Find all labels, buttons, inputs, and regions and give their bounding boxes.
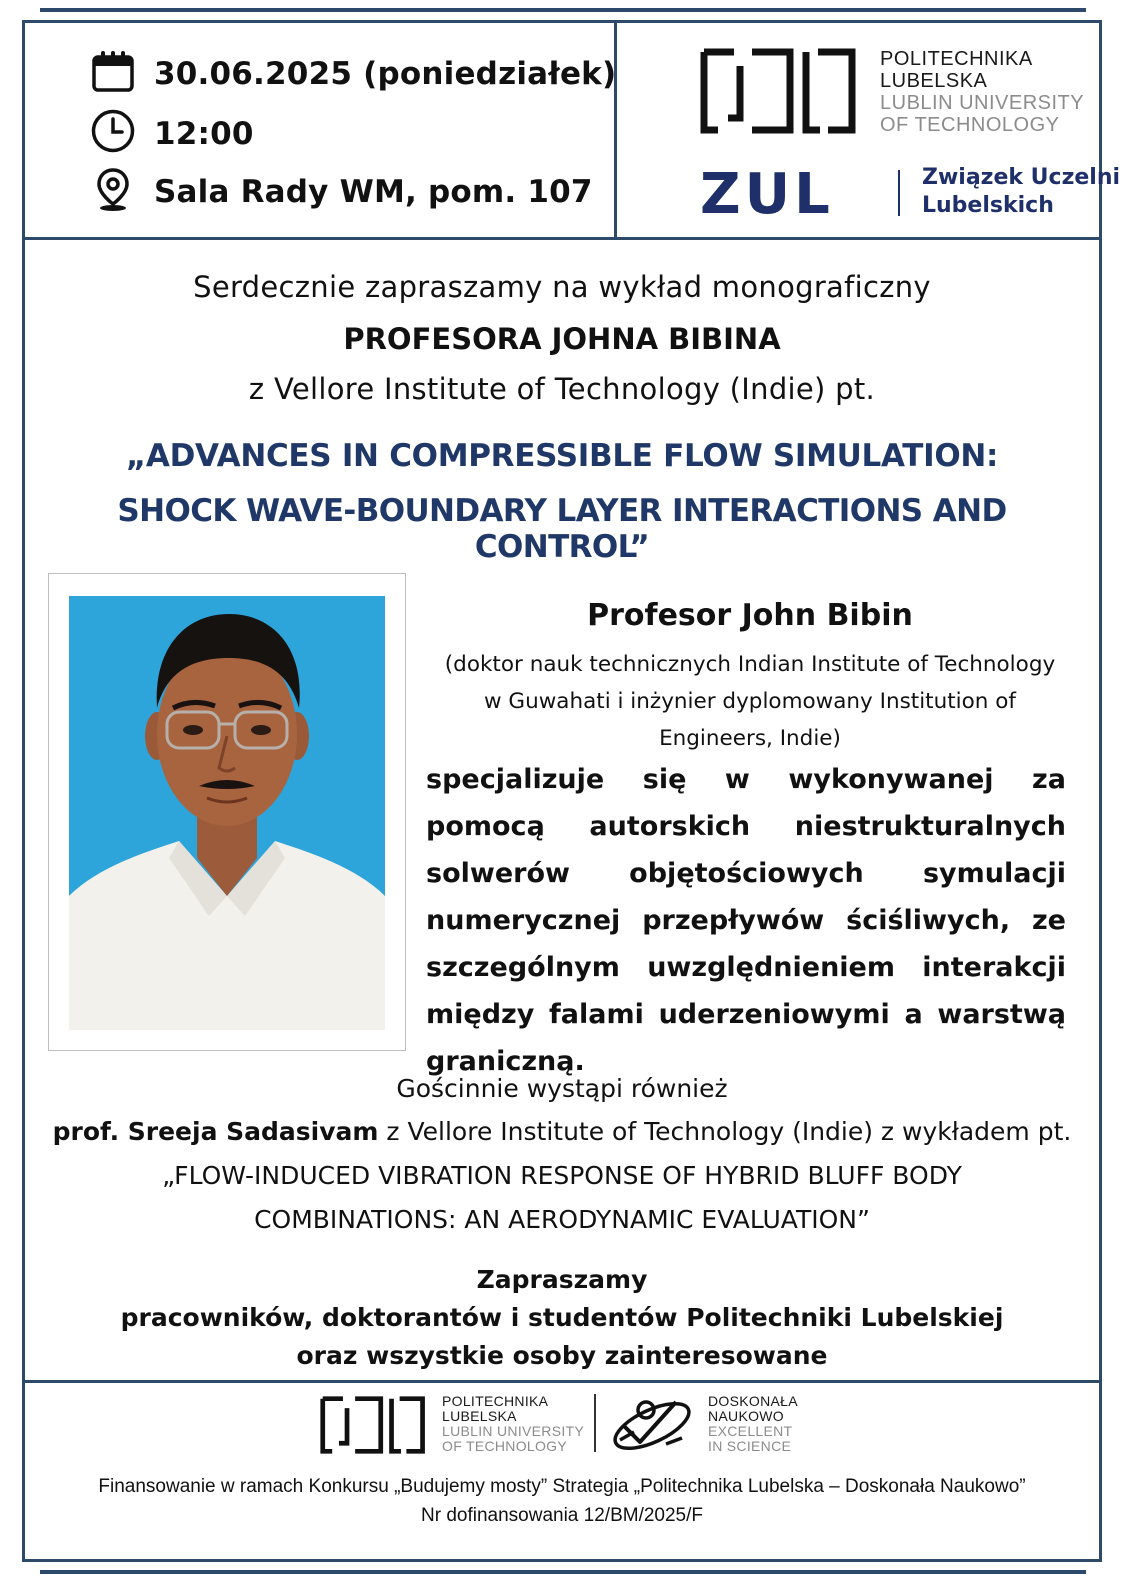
zul-separator [898,170,900,216]
bio-specialization: specjalizuje się w wykonywanej za pomocą autorskich niestrukturalnych solwerów objętościowych symulacji numerycznej przepływów ściśliwych, ze szczególnym uwzględnieniem interakcji między falami uderzeniowymi a warstwą graniczną. [426,764,1066,1077]
pl-line4: OF TECHNOLOGY [880,114,1060,136]
intro-text: Serdecznie zapraszamy na wykład monograficzny [193,270,931,304]
footer-pl-line4: OF TECHNOLOGY [442,1438,567,1454]
doskonala-naukowo-icon [606,1392,698,1461]
bio-degree-line2: w Guwahati i inżynier dyplomowany Institution of [484,689,1016,714]
professor-name: PROFESORA JOHNA BIBINA [343,322,781,356]
bottom-rule [40,1570,1086,1574]
calendar-icon [90,48,136,99]
lecture-title-line1: „ADVANCES IN COMPRESSIBLE FLOW SIMULATION: [125,438,999,474]
event-place: Sala Rady WM, pom. 107 [154,173,593,210]
guest-name: prof. Sreeja Sadasivam [52,1117,379,1146]
funding-line2: Nr dofinansowania 12/BM/2025/F [421,1505,703,1526]
audience-line2: pracowników, doktorantów i studentów Politechniki Lubelskiej [120,1303,1004,1332]
guest-speaker [30,1117,1094,1146]
pl-line1: POLITECHNIKA [880,48,1033,70]
pl-line2: LUBELSKA [880,70,988,92]
event-date-row [90,48,616,99]
dn-line4: IN SCIENCE [708,1438,792,1454]
portrait-frame [48,573,406,1051]
top-rule [40,8,1086,12]
politechnika-logo-text [880,48,1084,136]
politechnika-logo-mark [700,48,860,139]
guest-title-line1: „FLOW-INDUCED VIBRATION RESPONSE OF HYBRID BLUFF BODY [162,1161,962,1190]
bio-degree-line3: Engineers, Indie) [659,726,841,751]
funding-line1: Finansowanie w ramach Konkursu „Budujemy mosty” Strategia „Politechnika Lubelska – Doskonała Naukowo” [98,1476,1026,1497]
lecture-title-line2: SHOCK WAVE-BOUNDARY LAYER INTERACTIONS AND CONTROL” [117,493,1007,565]
audience-line3: oraz wszystkie osoby zainteresowane [296,1341,828,1370]
footer-pl-line3: LUBLIN UNIVERSITY [442,1423,585,1439]
zul-logo-text [922,164,1120,220]
bio-degree-line1: (doktor nauk technicznych Indian Institute of Technology [444,652,1056,677]
portrait-photo [69,596,385,1030]
clock-icon [90,108,136,159]
zul-logo-mark [700,168,880,223]
doskonala-naukowo-text [708,1394,798,1454]
dn-line1: DOSKONAŁA [708,1393,798,1409]
footer-politechnika-logo-mark [318,1396,430,1459]
guest-title-line2: COMBINATIONS: AN AERODYNAMIC EVALUATION” [254,1205,870,1234]
dn-line2: NAUKOWO [708,1408,784,1424]
zul-line1: Związek Uczelni [922,165,1121,190]
event-time-row [90,108,254,159]
guest-institute: z Vellore Institute of Technology (Indie) z wykładem pt. [378,1117,1072,1146]
bio-degree [430,646,1070,757]
pl-line3: LUBLIN UNIVERSITY [880,92,1085,114]
footer-rule [22,1380,1102,1383]
bio-name: Profesor John Bibin [587,598,913,633]
footer-pl-line1: POLITECHNIKA [442,1393,549,1409]
footer-politechnika-logo-text [442,1394,584,1454]
footer-logo-separator [594,1394,596,1452]
event-time: 12:00 [154,115,254,152]
event-place-row [90,166,593,217]
location-pin-icon [90,166,136,217]
footer-pl-line2: LUBELSKA [442,1408,517,1424]
institute-text: z Vellore Institute of Technology (Indie) pt. [248,372,876,406]
audience-line1: Zapraszamy [476,1265,648,1294]
zul-mark-text: ZUL [700,168,834,218]
guest-intro: Gościnnie wystąpi również [396,1074,728,1103]
event-date: 30.06.2025 (poniedziałek) [154,55,617,92]
dn-line3: EXCELLENT [708,1423,793,1439]
zul-line2: Lubelskich [922,193,1054,218]
